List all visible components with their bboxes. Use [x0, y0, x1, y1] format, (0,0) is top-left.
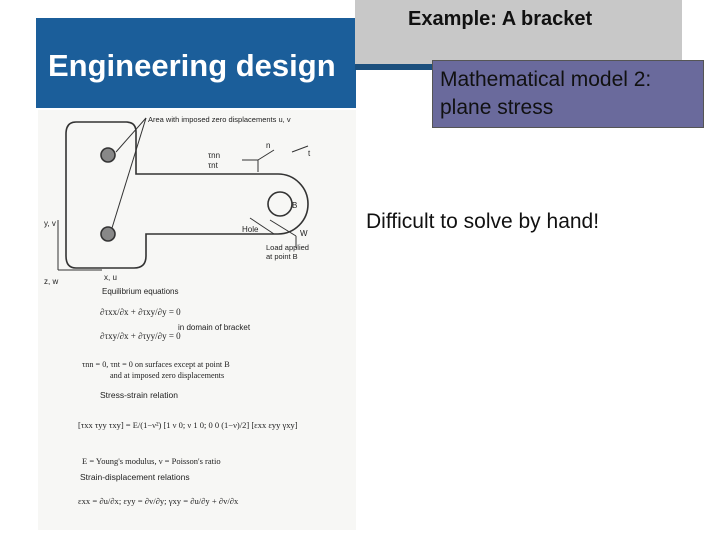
equation-2: ∂τxy/∂x + ∂τyy/∂y = 0	[100, 331, 181, 341]
load-label-2: at point B	[266, 252, 298, 261]
strain-displacement-heading: Strain-displacement relations	[80, 472, 190, 482]
zw-label: z, w	[44, 277, 59, 286]
w-label: W	[300, 229, 308, 238]
constitutive-equation: [τxx τyy τxy] = E/(1−ν²) [1 ν 0; ν 1 0; 0 0 (1−ν)/2] [εxx εyy γxy]	[78, 420, 298, 430]
bracket-figure	[38, 110, 356, 530]
load-label: Load applied	[266, 243, 309, 252]
yv-label: y, v	[44, 219, 56, 228]
difficulty-note: Difficult to solve by hand!	[366, 210, 600, 233]
domain-label: in domain of bracket	[178, 323, 251, 332]
stress-strain-heading: Stress-strain relation	[100, 390, 178, 400]
equation-1: ∂τxx/∂x + ∂τxy/∂y = 0	[100, 307, 181, 317]
example-title: Example: A bracket	[408, 8, 593, 30]
t-label: t	[308, 149, 311, 158]
b-label: B	[292, 201, 298, 210]
xu-label: x, u	[104, 273, 117, 282]
boundary-condition-1: τnn = 0, τnt = 0 on surfaces except at point B	[82, 360, 230, 369]
n-label: n	[266, 141, 271, 150]
boundary-condition-2: and at imposed zero displacements	[110, 371, 225, 380]
moduli-line: E = Young's modulus, ν = Poisson's ratio	[82, 456, 221, 466]
equilibrium-heading: Equilibrium equations	[102, 287, 179, 296]
area-zero-label: Area with imposed zero displacements u, v	[148, 115, 291, 124]
tau-nn-label: τnn	[208, 151, 221, 160]
hole-label: Hole	[242, 225, 259, 234]
tau-nt-label: τnt	[208, 161, 218, 170]
strain-displacement-equation: εxx = ∂u/∂x; εyy = ∂v/∂y; γxy = ∂u/∂y + ∂v/∂x	[78, 496, 239, 506]
title-divider	[355, 64, 440, 70]
engineering-design-title: Engineering design	[48, 48, 336, 83]
model-label: Mathematical model 2: plane stress	[440, 68, 652, 119]
